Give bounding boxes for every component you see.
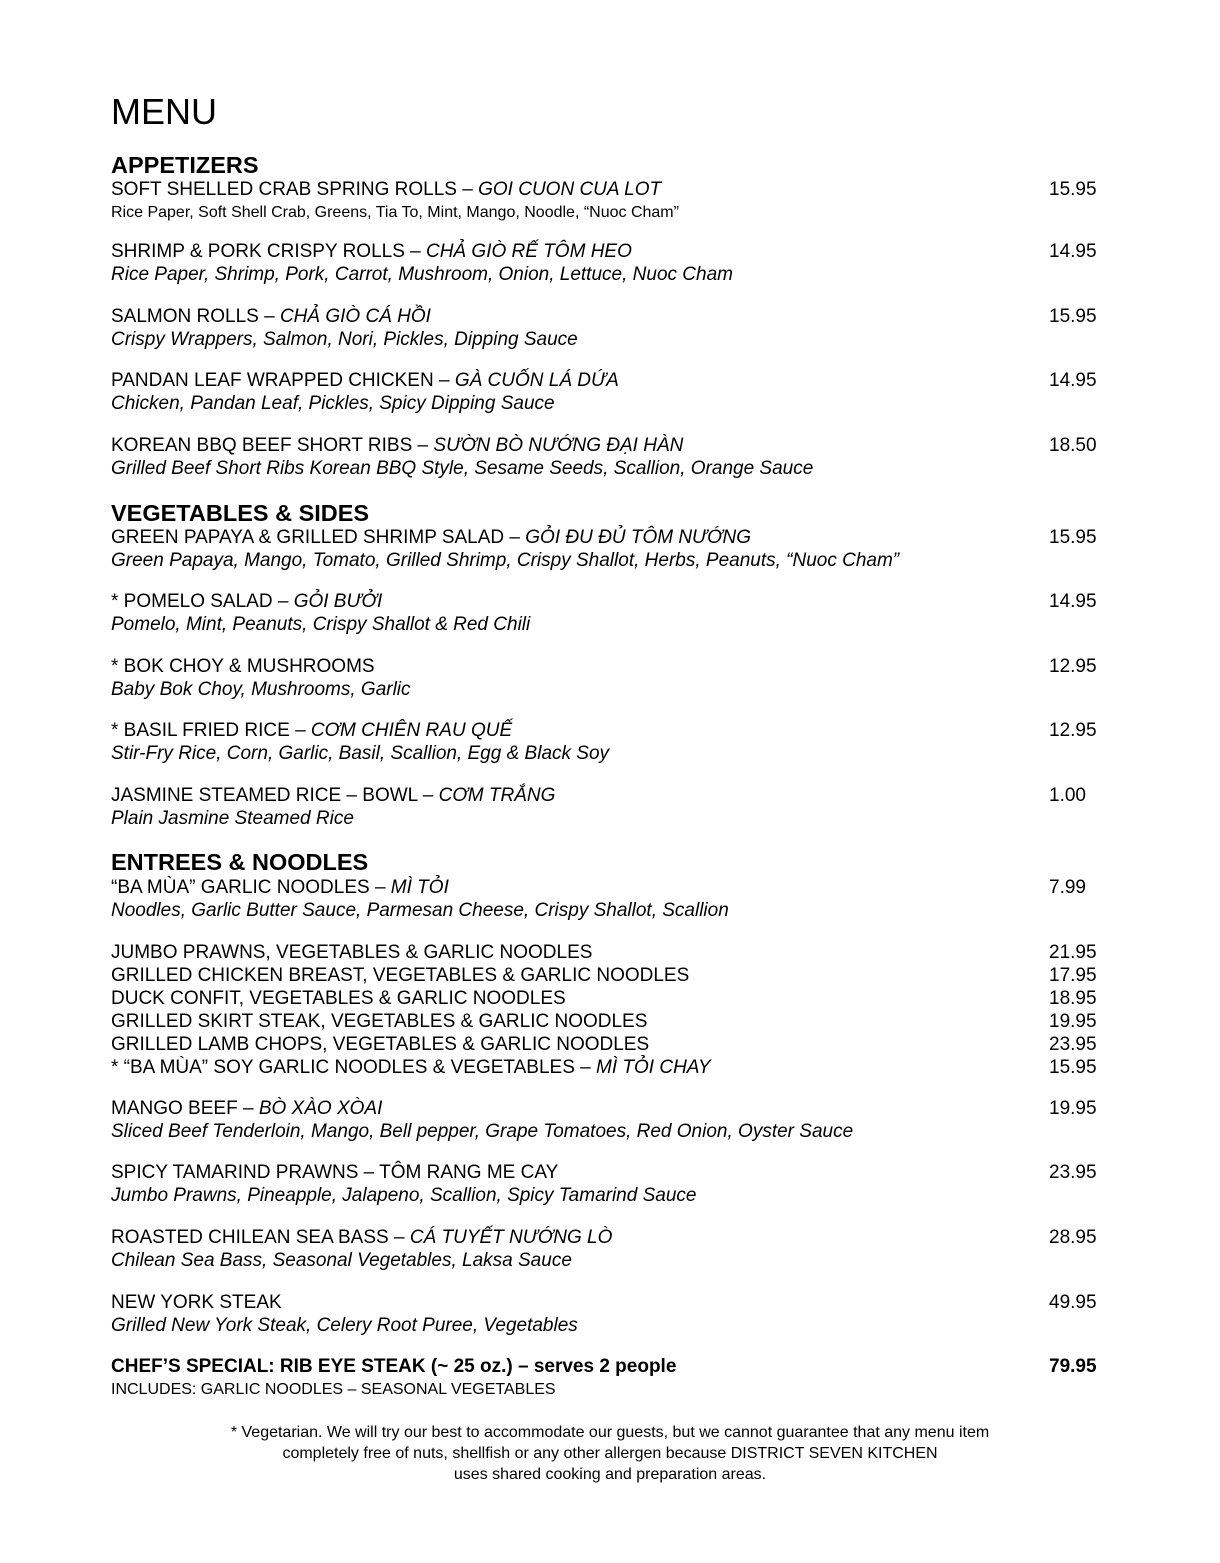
item-name: * “BA MÙA” SOY GARLIC NOODLES & VEGETABLES – [111,1057,597,1078]
item-price: 19.95 [1049,1011,1097,1032]
item-vietnamese-name: CHẢ GIÒ CÁ HỒI [279,306,431,327]
item-description: Noodles, Garlic Butter Sauce, Parmesan Cheese, Crispy Shallot, Scallion [111,900,729,921]
item-price: 15.95 [1049,306,1097,327]
item-price: 23.95 [1049,1162,1097,1183]
menu-item [111,876,1101,922]
chef-special-price: 79.95 [1049,1356,1097,1377]
item-price: 28.95 [1049,1227,1097,1248]
menu-item [111,1226,1101,1272]
item-price: 14.95 [1049,241,1097,262]
item-vietnamese-name: GÀ CUỐN LÁ DỨA [454,370,619,391]
item-name: * POMELO SALAD – [111,591,294,612]
item-name: * BOK CHOY & MUSHROOMS [111,656,375,677]
menu-item [111,434,1101,480]
item-price: 18.50 [1049,435,1097,456]
item-vietnamese-name: MÌ TỎI CHAY [596,1057,711,1078]
item-description: Green Papaya, Mango, Tomato, Grilled Shrimp, Crispy Shallot, Herbs, Peanuts, “Nuoc Cham” [111,550,900,571]
page-title: MENU [111,91,217,132]
item-price: 1.00 [1049,785,1086,806]
item-price: 14.95 [1049,370,1097,391]
allergen-notice-line: * Vegetarian. We will try our best to accommodate our guests, but we cannot guarantee that any menu item [230,1424,990,1441]
item-price: 18.95 [1049,988,1097,1009]
menu-item [111,719,1101,765]
item-name: “BA MÙA” GARLIC NOODLES – [111,877,391,898]
item-name: KOREAN BBQ BEEF SHORT RIBS – [111,435,434,456]
item-name: DUCK CONFIT, VEGETABLES & GARLIC NOODLES [111,988,566,1009]
item-name: SPICY TAMARIND PRAWNS – TÔM RANG ME CAY [111,1162,559,1183]
item-description: Rice Paper, Soft Shell Crab, Greens, Tia To, Mint, Mango, Noodle, “Nuoc Cham” [111,204,679,221]
item-description: Grilled New York Steak, Celery Root Puree, Vegetables [111,1315,578,1336]
item-vietnamese-name: GỎI ĐU ĐỦ TÔM NƯỚNG [525,527,752,548]
item-name: PANDAN LEAF WRAPPED CHICKEN – [111,370,455,391]
menu-item [111,655,1101,701]
menu-item [111,305,1101,351]
item-description: Rice Paper, Shrimp, Pork, Carrot, Mushroom, Onion, Lettuce, Nuoc Cham [111,264,733,285]
allergen-notice [100,1422,1120,1485]
item-name: * BASIL FRIED RICE – [111,720,311,741]
menu-item [111,1097,1101,1143]
item-name: SALMON ROLLS – [111,306,280,327]
section-heading-vegetables-sides: VEGETABLES & SIDES [111,500,370,526]
item-name: GRILLED LAMB CHOPS, VEGETABLES & GARLIC NOODLES [111,1034,650,1055]
chef-special-name: CHEF’S SPECIAL: RIB EYE STEAK (~ 25 oz.) – serves 2 people [111,1356,677,1377]
allergen-notice-line: uses shared cooking and preparation areas. [453,1466,767,1483]
item-price: 15.95 [1049,527,1097,548]
item-price: 17.95 [1049,965,1097,986]
menu-item [111,1161,1101,1207]
item-name: GRILLED SKIRT STEAK, VEGETABLES & GARLIC NOODLES [111,1011,648,1032]
item-price: 15.95 [1049,1057,1097,1078]
item-vietnamese-name: BÒ XÀO XÒAI [258,1098,383,1119]
item-name: JUMBO PRAWNS, VEGETABLES & GARLIC NOODLES [111,942,593,963]
item-vietnamese-name: CƠM TRẮNG [438,785,556,806]
item-vietnamese-name: CHẢ GIÒ RẾ TÔM HEO [426,241,632,262]
item-price: 49.95 [1049,1292,1097,1313]
item-price: 19.95 [1049,1098,1097,1119]
combo-list [111,941,1101,1079]
item-price: 21.95 [1049,942,1097,963]
item-price: 23.95 [1049,1034,1097,1055]
item-name: MANGO BEEF – [111,1098,259,1119]
item-name: ROASTED CHILEAN SEA BASS – [111,1227,410,1248]
item-vietnamese-name: GỎI BƯỞI [293,591,383,612]
menu-item [111,240,1101,286]
menu-item [111,369,1101,415]
menu-item [111,590,1101,636]
item-vietnamese-name: GOI CUON CUA LOT [478,179,662,200]
item-price: 12.95 [1049,656,1097,677]
item-description: Chicken, Pandan Leaf, Pickles, Spicy Dipping Sauce [111,393,555,414]
item-name: GREEN PAPAYA & GRILLED SHRIMP SALAD – [111,527,526,548]
item-vietnamese-name: CÁ TUYẾT NƯỚNG LÒ [409,1227,613,1248]
item-price: 15.95 [1049,179,1097,200]
item-description: Sliced Beef Tenderloin, Mango, Bell pepper, Grape Tomatoes, Red Onion, Oyster Sauce [111,1121,854,1142]
menu-item [111,784,1101,830]
item-price: 14.95 [1049,591,1097,612]
menu-item [111,1291,1101,1337]
item-description: Grilled Beef Short Ribs Korean BBQ Style, Sesame Seeds, Scallion, Orange Sauce [111,458,814,479]
item-vietnamese-name: CƠM CHIÊN RAU QUẾ [310,720,513,741]
chef-special [111,1355,1101,1401]
item-price: 7.99 [1049,877,1086,898]
item-description: Stir-Fry Rice, Corn, Garlic, Basil, Scallion, Egg & Black Soy [111,743,610,764]
menu-item [111,178,1101,224]
item-name: SOFT SHELLED CRAB SPRING ROLLS – [111,179,479,200]
item-name: GRILLED CHICKEN BREAST, VEGETABLES & GARLIC NOODLES [111,965,690,986]
item-name: NEW YORK STEAK [111,1292,282,1313]
item-price: 12.95 [1049,720,1097,741]
item-vietnamese-name: SƯỜN BÒ NƯỚNG ĐẠI HÀN [433,435,684,456]
chef-special-description: INCLUDES: GARLIC NOODLES – SEASONAL VEGETABLES [111,1381,556,1398]
item-name: JASMINE STEAMED RICE – BOWL – [111,785,439,806]
item-description: Baby Bok Choy, Mushrooms, Garlic [111,679,411,700]
section-heading-entrees-noodles: ENTREES & NOODLES [111,849,369,875]
menu-item [111,526,1101,572]
item-description: Pomelo, Mint, Peanuts, Crispy Shallot & Red Chili [111,614,531,635]
allergen-notice-line: completely free of nuts, shellfish or any other allergen because DISTRICT SEVEN KITCHEN [282,1445,938,1462]
item-vietnamese-name: MÌ TỎI [390,877,449,898]
item-description: Jumbo Prawns, Pineapple, Jalapeno, Scallion, Spicy Tamarind Sauce [111,1185,697,1206]
item-description: Plain Jasmine Steamed Rice [111,808,354,829]
item-description: Crispy Wrappers, Salmon, Nori, Pickles, Dipping Sauce [111,329,578,350]
item-description: Chilean Sea Bass, Seasonal Vegetables, Laksa Sauce [111,1250,572,1271]
item-name: SHRIMP & PORK CRISPY ROLLS – [111,241,427,262]
section-heading-appetizers: APPETIZERS [111,152,259,178]
